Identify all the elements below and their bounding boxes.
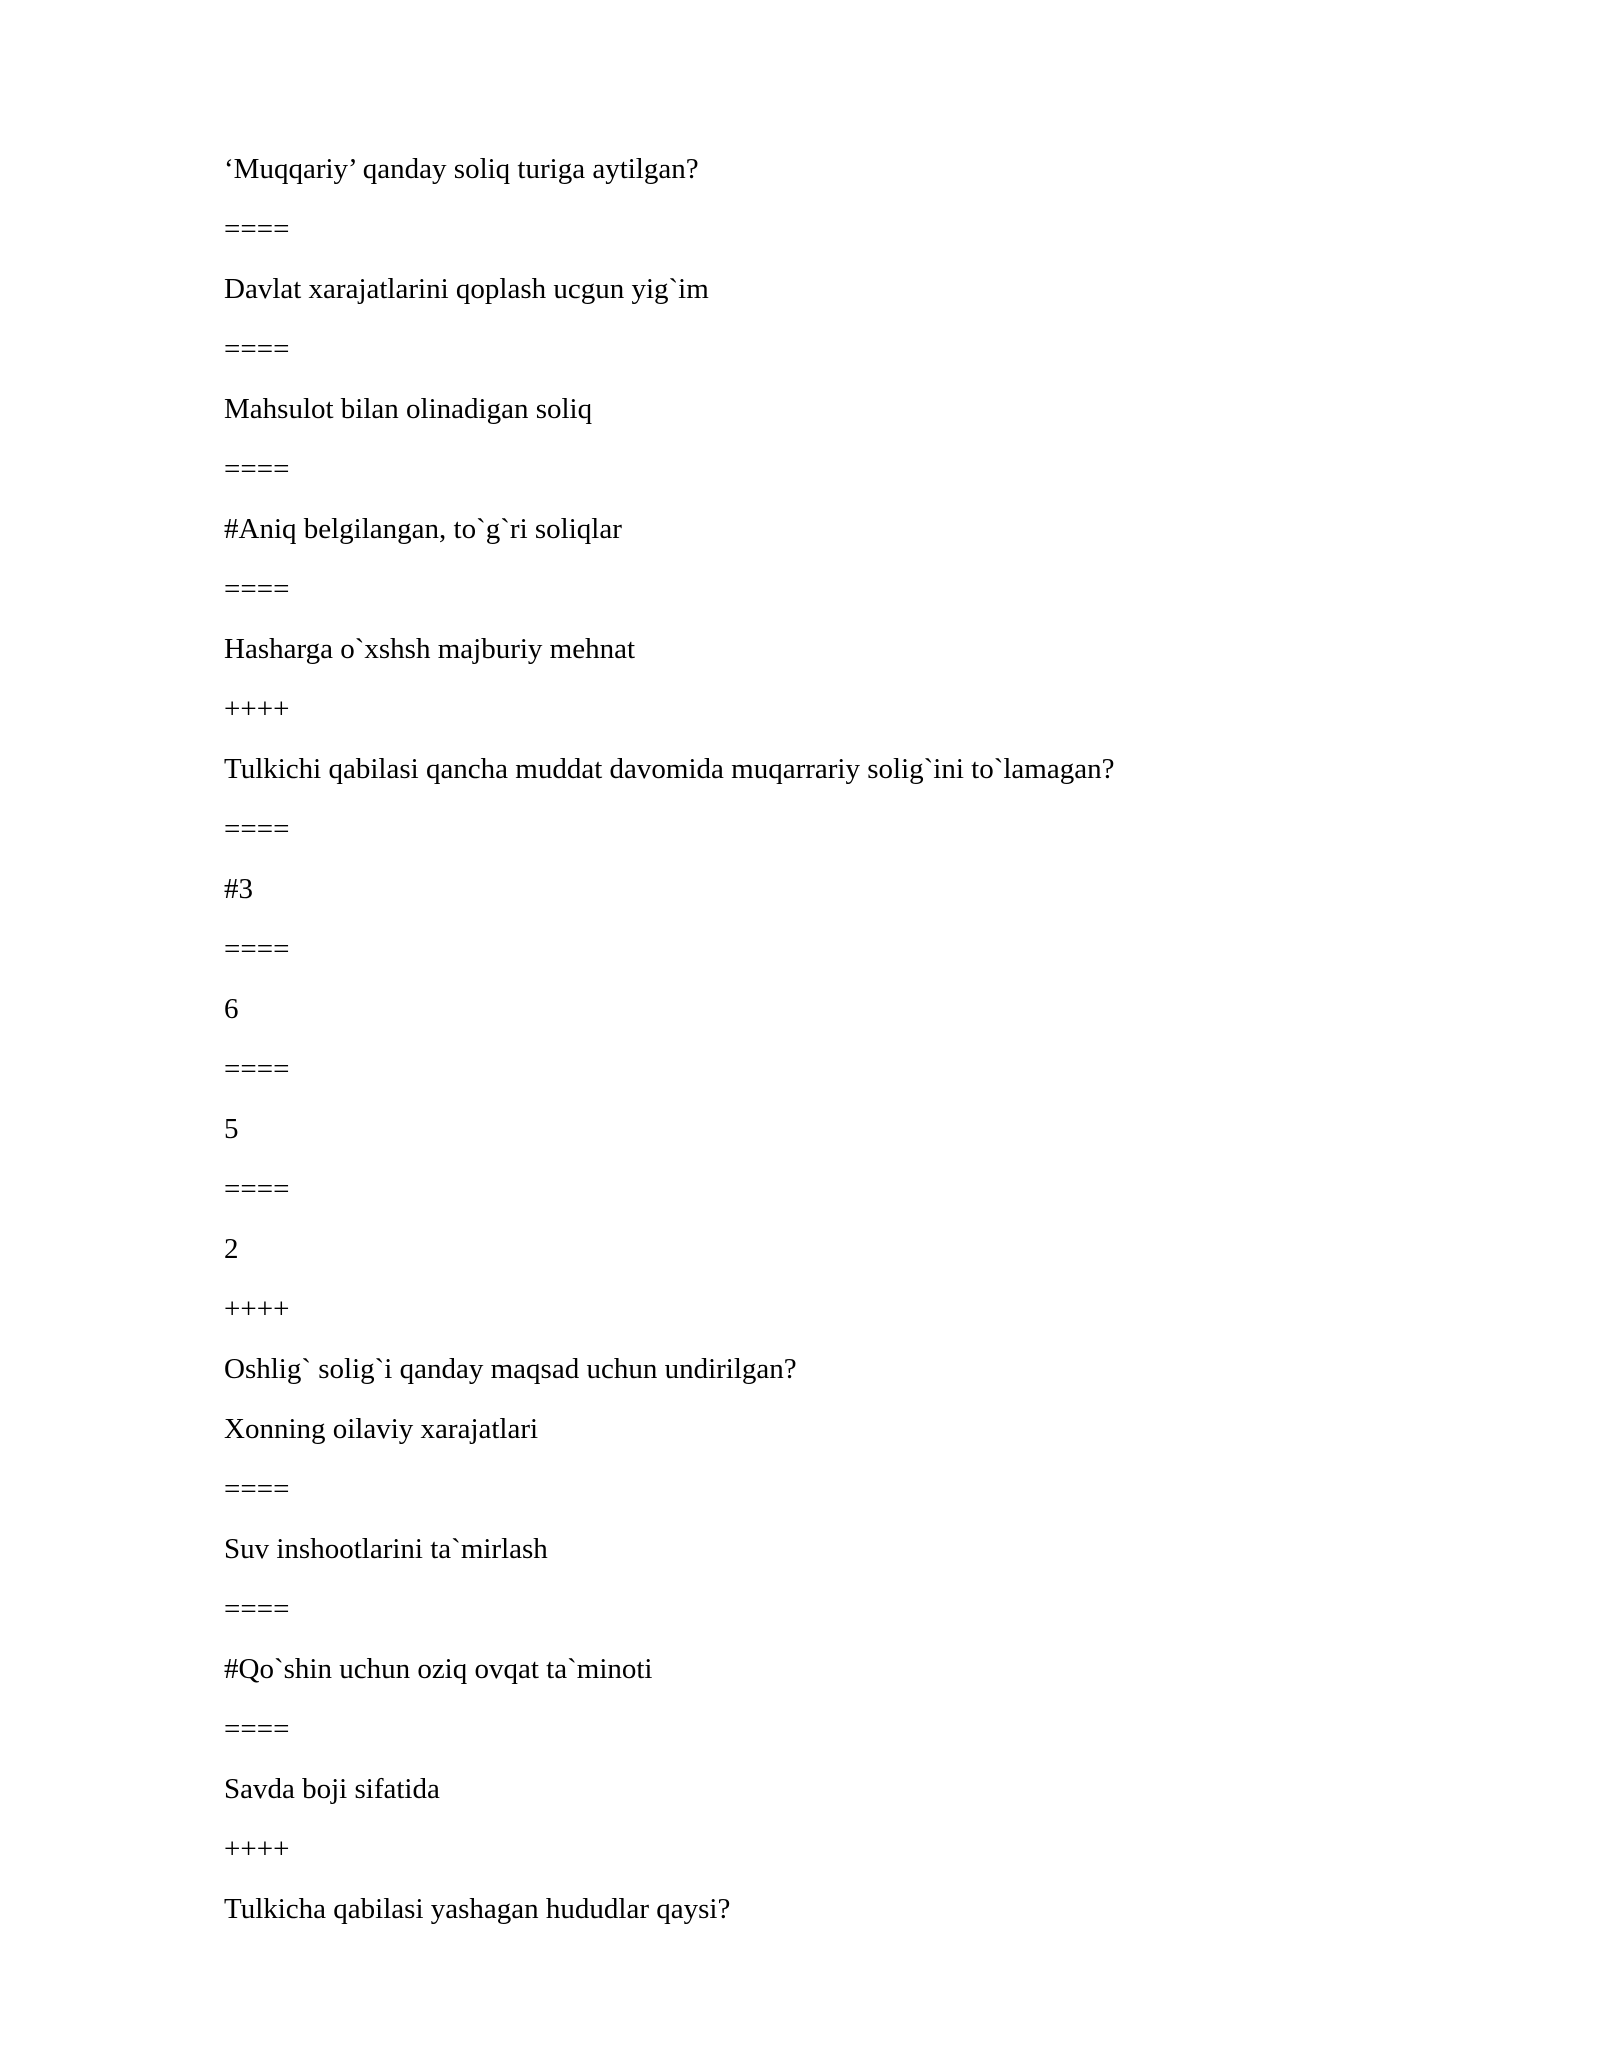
option-separator: ==== — [224, 933, 290, 965]
question-text: Tulkichi qabilasi qancha muddat davomida muqarrariy solig`ini to`lamagan? — [224, 753, 1115, 785]
answer-option: Davlat xarajatlarini qoplash ucgun yig`im — [224, 273, 709, 305]
answer-option: Mahsulot bilan olinadigan soliq — [224, 393, 593, 425]
question-separator: ++++ — [224, 693, 290, 725]
option-separator: ==== — [224, 573, 290, 605]
correct-answer: #3 — [224, 873, 253, 905]
option-separator: ==== — [224, 453, 290, 485]
answer-option: 2 — [224, 1233, 239, 1265]
answer-option: Suv inshootlarini ta`mirlash — [224, 1533, 548, 1565]
question-separator: ++++ — [224, 1293, 290, 1325]
answer-option: Hasharga o`xshsh majburiy mehnat — [224, 633, 636, 665]
question-text: Tulkicha qabilasi yashagan hududlar qaysi? — [224, 1893, 731, 1925]
document-body — [224, 145, 1474, 1945]
answer-option: Savda boji sifatida — [224, 1773, 440, 1805]
option-separator: ==== — [224, 1713, 290, 1745]
question-text: ‘Muqqariy’ qanday soliq turiga aytilgan? — [224, 153, 699, 185]
option-separator: ==== — [224, 1473, 290, 1505]
answer-option: 5 — [224, 1113, 239, 1145]
option-separator: ==== — [224, 213, 290, 245]
option-separator: ==== — [224, 1053, 290, 1085]
option-separator: ==== — [224, 1593, 290, 1625]
answer-option: 6 — [224, 993, 239, 1025]
question-separator: ++++ — [224, 1833, 290, 1865]
correct-answer: #Aniq belgilangan, to`g`ri soliqlar — [224, 513, 622, 545]
option-separator: ==== — [224, 333, 290, 365]
option-separator: ==== — [224, 813, 290, 845]
answer-option: Xonning oilaviy xarajatlari — [224, 1413, 539, 1445]
option-separator: ==== — [224, 1173, 290, 1205]
question-text: Oshlig` solig`i qanday maqsad uchun undirilgan? — [224, 1353, 797, 1385]
correct-answer: #Qo`shin uchun oziq ovqat ta`minoti — [224, 1653, 653, 1685]
